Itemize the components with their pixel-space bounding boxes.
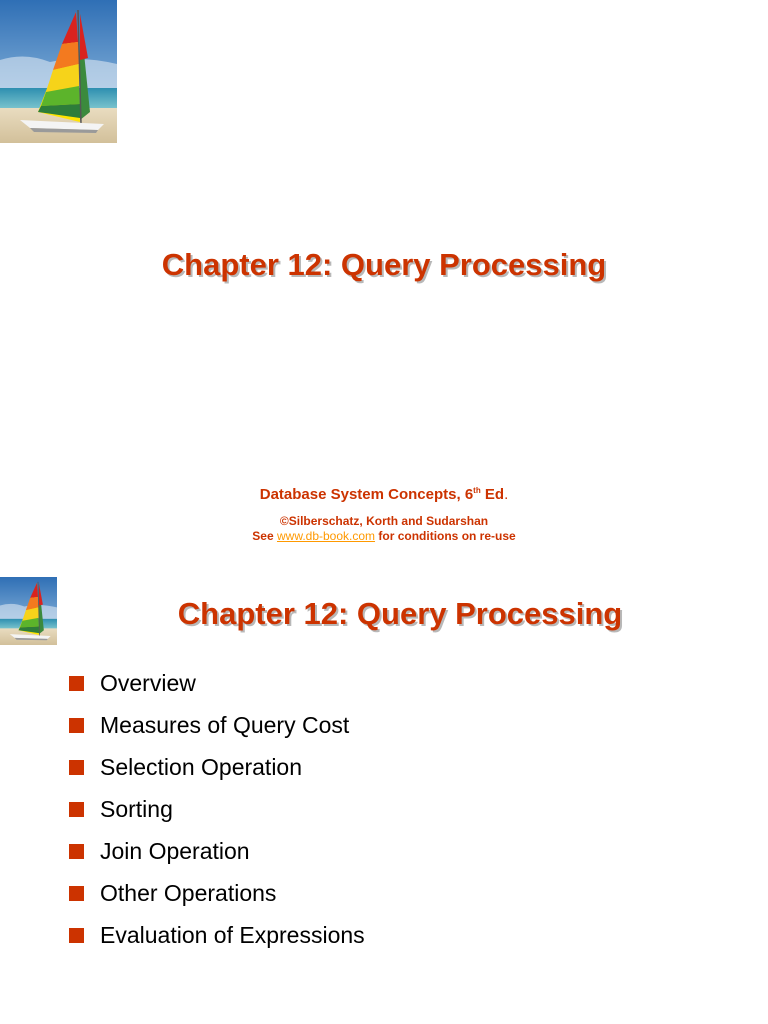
list-item-label: Sorting <box>100 796 173 822</box>
list-item <box>69 668 365 710</box>
list-item <box>69 920 365 962</box>
book-edition-suffix: Ed <box>480 486 505 503</box>
outline-list <box>69 668 365 962</box>
book-title-text: Database System Concepts, 6 <box>259 486 474 503</box>
outline-slide <box>0 570 768 1024</box>
list-item-label: Selection Operation <box>100 754 303 780</box>
square-bullet-icon <box>69 760 84 775</box>
list-item-label: Evaluation of Expressions <box>100 922 365 948</box>
list-item <box>69 794 365 836</box>
list-item-label: Other Operations <box>100 880 277 906</box>
slide-title: Chapter 12: Query Processing <box>177 596 623 631</box>
square-bullet-icon <box>69 844 84 859</box>
slide-title: Chapter 12: Query Processing <box>161 247 607 282</box>
list-item <box>69 878 365 920</box>
list-item-label: Overview <box>100 670 196 696</box>
square-bullet-icon <box>69 802 84 817</box>
square-bullet-icon <box>69 886 84 901</box>
square-bullet-icon <box>69 718 84 733</box>
conditions-line <box>0 529 768 543</box>
square-bullet-icon <box>69 676 84 691</box>
db-book-link[interactable]: www.db-book.com <box>276 529 376 543</box>
edition-superscript: th <box>473 486 481 495</box>
copyright-line: ©Silberschatz, Korth and Sudarshan <box>279 514 489 528</box>
book-period: . <box>504 486 509 503</box>
see-suffix: for conditions on re-use <box>375 529 516 543</box>
book-title <box>0 486 768 503</box>
list-item-label: Join Operation <box>100 838 250 864</box>
list-item-label: Measures of Query Cost <box>100 712 350 738</box>
list-item <box>69 836 365 878</box>
catamaran-photo-icon <box>0 0 117 143</box>
see-prefix: See <box>252 529 277 543</box>
list-item <box>69 710 365 752</box>
list-item <box>69 752 365 794</box>
square-bullet-icon <box>69 928 84 943</box>
